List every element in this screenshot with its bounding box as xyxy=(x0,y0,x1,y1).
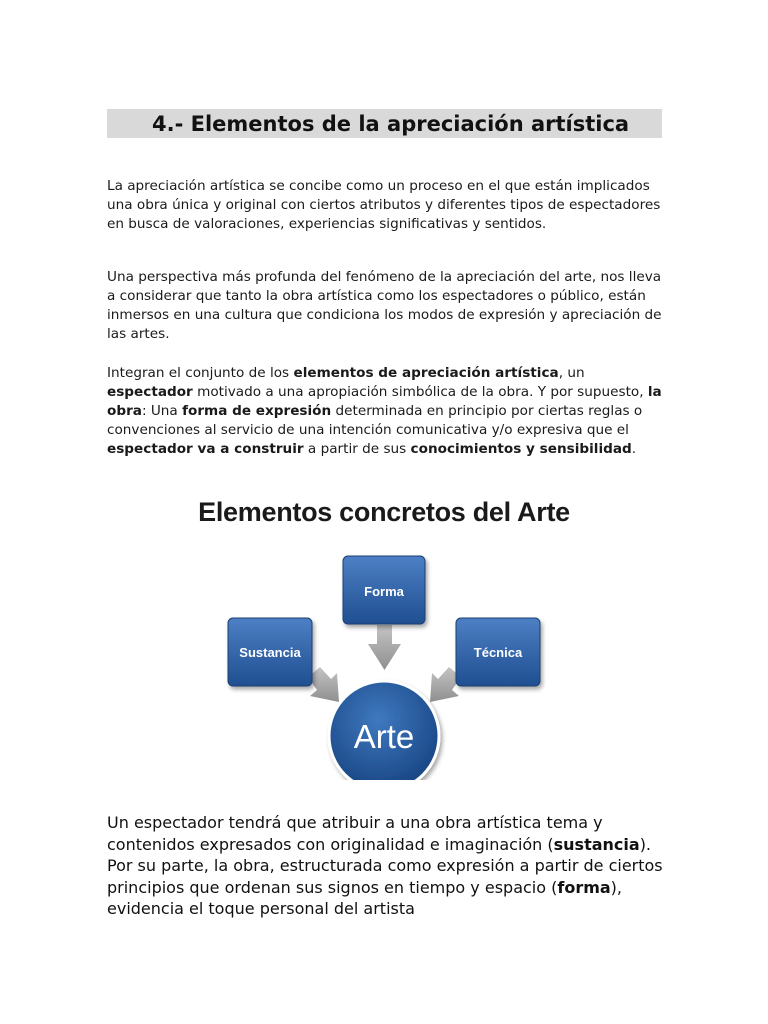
arrow-sustancia-to-arte xyxy=(308,667,339,702)
box-forma-label: Forma xyxy=(364,584,404,599)
bottom-bold-forma: forma xyxy=(557,877,611,897)
p3-text-7: . xyxy=(631,441,637,457)
box-tecnica xyxy=(456,618,540,686)
bottom-text-1: Un espectador tendrá que atribuir a una obra artística tema y contenidos expresados con originalidad e imaginación ( xyxy=(107,813,603,854)
p3-text-5: determinada en principio por ciertas reglas o convenciones al servicio de una intención comunicativa y/o expresiva que el xyxy=(107,403,643,438)
circle-arte xyxy=(329,681,439,780)
arrow-forma-to-arte xyxy=(368,625,401,670)
section-heading: 4.- Elementos de la apreciación artística xyxy=(152,112,630,136)
p3-text-3: motivado a una apropiación simbólica de la obra. Y por supuesto, xyxy=(192,384,648,400)
bottom-bold-sustancia: sustancia xyxy=(553,834,640,854)
p3-bold-espectador: espectador xyxy=(107,384,193,400)
bottom-text-3: ), evidencia el toque personal del artista xyxy=(107,877,622,918)
paragraph-3 xyxy=(107,364,667,459)
bottom-text-2: ). Por su parte, la obra, estructurada como expresión a partir de ciertos principios que ordenan sus signos en tiempo y espacio ( xyxy=(107,834,663,897)
p3-bold-obra: la obra xyxy=(107,384,662,419)
bottom-paragraph xyxy=(107,812,667,920)
p3-text-4: : Una xyxy=(141,403,183,419)
art-elements-diagram xyxy=(0,540,768,780)
p3-bold-conocimientos: conocimientos y sensibilidad xyxy=(410,441,632,457)
p3-bold-forma-expresion: forma de expresión xyxy=(182,403,332,419)
p3-bold-elementos: elementos de apreciación artística xyxy=(293,365,559,381)
box-sustancia xyxy=(228,618,312,686)
p3-text-6: a partir de sus xyxy=(303,441,411,457)
paragraph-2: Una perspectiva más profunda del fenómeno de la apreciación del arte, nos lleva a considerar que tanto la obra artística como los espectadores o público, están inmersos en una cultura que condiciona los modos de expresión y apreciación de las artes. xyxy=(107,269,662,342)
p3-text-1: Integran el conjunto de los xyxy=(107,365,294,381)
diagram-title: Elementos concretos del Arte xyxy=(198,497,570,527)
box-tecnica-label: Técnica xyxy=(473,645,523,660)
circle-arte-label: Arte xyxy=(353,718,415,755)
paragraph-1: La apreciación artística se concibe como un proceso en el que están implicados una obra única y original con ciertos atributos y diferentes tipos de espectadores en busca de valoraciones, experiencias significativas y sentidos. xyxy=(107,178,661,232)
box-sustancia-label: Sustancia xyxy=(239,645,301,660)
box-forma xyxy=(343,556,425,624)
p3-text-2: , un xyxy=(558,365,585,381)
p3-bold-construir: espectador va a construir xyxy=(107,441,304,457)
